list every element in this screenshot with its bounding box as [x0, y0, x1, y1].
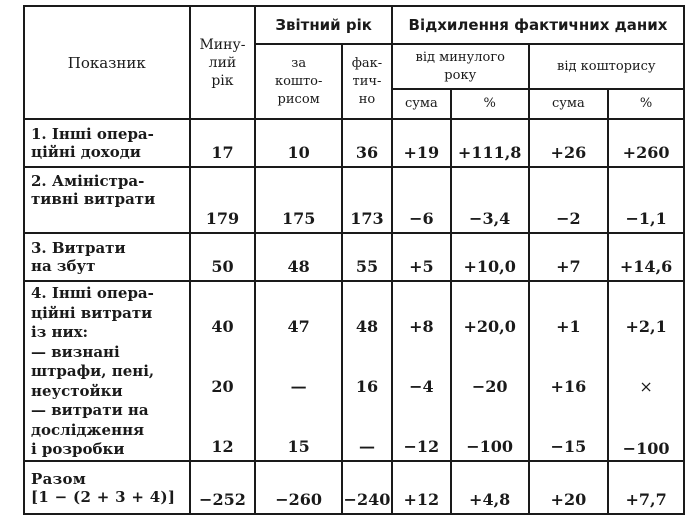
cell-dev-est-pct: +2,1: [625, 317, 667, 336]
cell-dev-est-sum-group: [529, 281, 609, 461]
cell-prev: −252: [190, 461, 256, 514]
cell-plan: 47: [287, 317, 310, 336]
cell-prev: 17: [190, 119, 256, 167]
cell-dev-prev-sum: +19: [392, 119, 451, 167]
cell-dev-est-pct-fines: ×: [639, 377, 653, 396]
cell-dev-est-pct-rnd: −100: [622, 439, 670, 458]
cell-plan-group: [255, 281, 342, 461]
cell-dev-est-pct-group: [608, 281, 684, 461]
cell-dev-prev-pct: −3,4: [451, 167, 529, 233]
deviation-table: [23, 5, 685, 515]
cell-dev-est-pct: +260: [608, 119, 684, 167]
cell-dev-prev-sum: −6: [392, 167, 451, 233]
cell-fact: −240: [342, 461, 392, 514]
row-label: 2. Аміністра- тивні витрати: [24, 167, 190, 233]
cell-plan-fines: —: [290, 377, 307, 396]
cell-fact: 48: [355, 317, 379, 336]
header-from-previous-year: від минулого року: [392, 44, 529, 89]
table-row: [24, 167, 684, 233]
cell-dev-prev-pct: +111,8: [451, 119, 529, 167]
row-label: 3. Витрати на збут: [24, 233, 190, 281]
cell-dev-prev-pct-rnd: −100: [466, 437, 514, 456]
cell-dev-prev-sum-group: [392, 281, 451, 461]
cell-dev-est-sum-rnd: −15: [550, 437, 587, 456]
row-label: 1. Інші опера- ційні доходи: [24, 119, 190, 167]
cell-prev: 40: [211, 317, 234, 336]
row-label: 4. Інші опера- ційні витрати із них: — визнані штрафи, пені, неустойки — витрати на дослідження і розробки: [24, 281, 190, 461]
cell-plan-rnd: 15: [287, 437, 310, 456]
header-report-year: Звітний рік: [255, 6, 392, 44]
cell-plan: 10: [255, 119, 342, 167]
header-percent-est: %: [608, 89, 684, 119]
header-by-estimate: за кошто- рисом: [255, 44, 342, 119]
cell-fact: 55: [342, 233, 392, 281]
header-indicator: Показник: [24, 6, 190, 119]
cell-dev-prev-pct-group: [451, 281, 529, 461]
cell-dev-prev-sum: +12: [392, 461, 451, 514]
cell-dev-prev-pct: +20,0: [463, 317, 516, 336]
cell-plan: 175: [255, 167, 342, 233]
cell-dev-est-pct: +7,7: [608, 461, 684, 514]
cell-dev-est-sum: −2: [529, 167, 609, 233]
cell-dev-est-sum: +7: [529, 233, 609, 281]
cell-dev-prev-sum: +8: [409, 317, 434, 336]
cell-prev: 50: [190, 233, 256, 281]
cell-dev-prev-sum-rnd: −12: [403, 437, 440, 456]
cell-fact: 173: [342, 167, 392, 233]
cell-dev-est-sum: +20: [529, 461, 609, 514]
header-deviation: Відхилення фактичних даних: [392, 6, 684, 44]
cell-dev-prev-sum-fines: −4: [409, 377, 434, 396]
cell-prev: 179: [190, 167, 256, 233]
cell-dev-est-sum: +1: [556, 317, 581, 336]
cell-fact: 36: [342, 119, 392, 167]
cell-plan: −260: [255, 461, 342, 514]
cell-dev-prev-sum: +5: [392, 233, 451, 281]
cell-dev-est-sum: +26: [529, 119, 609, 167]
header-percent-prev: %: [451, 89, 529, 119]
cell-fact-rnd: —: [358, 437, 375, 456]
header-actual: фак- тич- но: [342, 44, 392, 119]
table-row: [24, 281, 684, 461]
cell-dev-est-pct: −1,1: [608, 167, 684, 233]
cell-fact-fines: 16: [355, 377, 379, 396]
cell-prev-fines: 20: [211, 377, 234, 396]
cell-prev-rnd: 12: [211, 437, 234, 456]
cell-fact-group: [342, 281, 392, 461]
table-row: [24, 233, 684, 281]
header-from-estimate: від кошторису: [529, 44, 684, 89]
cell-prev-group: [190, 281, 256, 461]
header-sum-prev: сума: [392, 89, 451, 119]
cell-dev-est-sum-fines: +16: [550, 377, 587, 396]
cell-dev-prev-pct-fines: −20: [471, 377, 508, 396]
cell-dev-prev-pct: +4,8: [451, 461, 529, 514]
cell-dev-est-pct: +14,6: [608, 233, 684, 281]
header-previous-year: Мину- лий рік: [190, 6, 256, 119]
header-sum-est: сума: [529, 89, 609, 119]
row-label-total: Разом [1 − (2 + 3 + 4)]: [24, 461, 190, 514]
table-row: [24, 119, 684, 167]
cell-dev-prev-pct: +10,0: [451, 233, 529, 281]
cell-plan: 48: [255, 233, 342, 281]
table-row-total: [24, 461, 684, 514]
